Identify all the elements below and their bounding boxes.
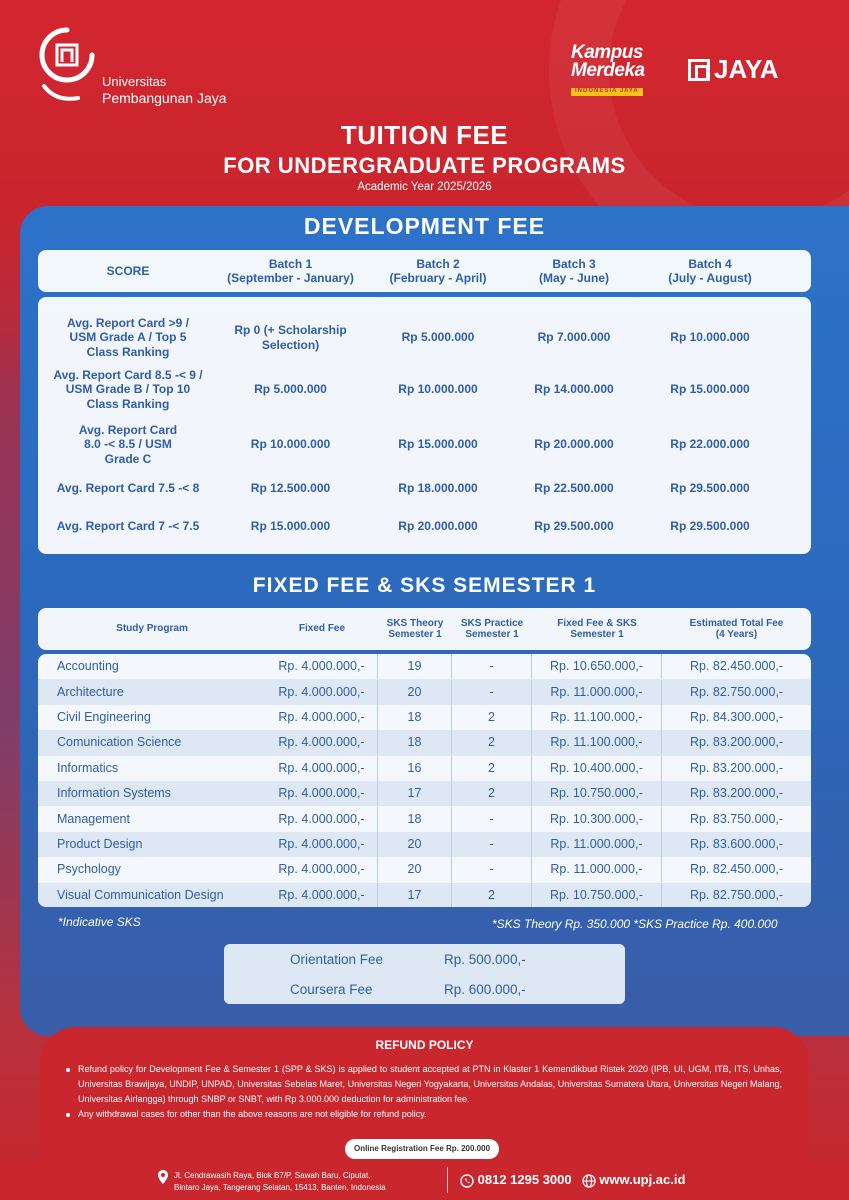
batch1-cell: Rp 5.000.000 bbox=[254, 382, 327, 397]
batch1-cell: Rp 10.000.000 bbox=[250, 437, 331, 452]
fixed-fee-cell: Rp. 4.000.000,- bbox=[266, 832, 378, 857]
estimated-total-cell: Rp. 82.450.000,- bbox=[689, 659, 784, 674]
estimated-total-cell: Rp. 83.200.000,- bbox=[689, 786, 784, 801]
score-cell: Avg. Report Card 7.5 -< 8 bbox=[56, 480, 200, 495]
table-row bbox=[38, 756, 811, 781]
table-row bbox=[38, 730, 811, 755]
sks-price-note: *SKS Theory Rp. 350.000 *SKS Practice Rp. 400.000 bbox=[492, 917, 778, 931]
table-row bbox=[38, 679, 811, 704]
fixed-fee-cell: Rp. 4.000.000,- bbox=[266, 705, 378, 730]
sks-theory-cell: 20 bbox=[378, 832, 452, 857]
header-sks-practice: SKS Practice Semester 1 bbox=[460, 617, 524, 640]
fixed-fee-cell: Rp. 4.000.000,- bbox=[266, 883, 378, 907]
phone-number: 0812 1295 3000 bbox=[477, 1172, 572, 1187]
sks-theory-cell: 19 bbox=[378, 654, 452, 679]
estimated-total-cell: Rp. 82.750.000,- bbox=[689, 887, 784, 902]
table-row bbox=[38, 883, 811, 907]
batch3-cell: Rp 29.500.000 bbox=[534, 518, 614, 533]
table-row bbox=[38, 857, 811, 882]
whatsapp-icon bbox=[460, 1174, 474, 1188]
list-item: Refund policy for Development Fee & Semester 1 (SPP & SKS) is applied to student accepted at PTN in Klaster 1 Kemendikbud Ristek 2020 (IPB, UI, UGM, ITB, ITS, Unhas, Universitas Brawijaya, UNDIP, UNPAD, Universitas Sebelas Maret, Universitas Negeri Yogyakarta, Universitas Andalas, Universitas Sumatera Utara, Universitas Negeri Malang, Universitas Airlangga) through SNBP or SNBT, with Rp 3.000.000 deduction for administration fee. bbox=[66, 1062, 782, 1107]
batch3-cell: Rp 22.500.000 bbox=[534, 480, 614, 495]
header-estimated-total: Estimated Total Fee (4 Years) bbox=[689, 617, 784, 640]
study-program-cell: Product Design bbox=[57, 836, 143, 851]
header-batch3: Batch 3 (May - June) bbox=[538, 256, 609, 285]
estimated-total-cell: Rp. 82.750.000,- bbox=[689, 684, 784, 699]
header-fixed-fee: Fixed Fee bbox=[298, 623, 346, 635]
fixed-sks-cell: Rp. 11.100.000,- bbox=[532, 705, 662, 730]
fixed-sks-cell: Rp. 11.100.000,- bbox=[532, 730, 662, 755]
table-row bbox=[38, 781, 811, 806]
estimated-total-cell: Rp. 83.600.000,- bbox=[689, 836, 784, 851]
table-row bbox=[38, 477, 811, 499]
study-program-cell: Management bbox=[57, 811, 130, 826]
score-cell: Avg. Report Card 8.0 -< 8.5 / USM Grade C bbox=[78, 422, 178, 466]
jaya-mark-icon bbox=[688, 59, 710, 81]
sks-theory-cell: 18 bbox=[378, 705, 452, 730]
study-program-cell: Comunication Science bbox=[57, 735, 182, 750]
batch4-cell: Rp 29.500.000 bbox=[670, 480, 750, 495]
kampus-merdeka-logo bbox=[571, 44, 671, 96]
header-batch2: Batch 2 (February - April) bbox=[389, 256, 487, 285]
sks-practice-cell: 2 bbox=[452, 883, 532, 907]
fixed-fee-header bbox=[38, 608, 811, 650]
jaya-logo bbox=[688, 54, 779, 85]
phone-link[interactable] bbox=[460, 1172, 572, 1188]
batch4-cell: Rp 15.000.000 bbox=[670, 382, 750, 397]
academic-year: Academic Year 2025/2026 bbox=[357, 181, 492, 193]
table-row bbox=[38, 367, 811, 412]
fixed-fee-cell: Rp. 4.000.000,- bbox=[266, 680, 378, 705]
header-score: SCORE bbox=[106, 263, 150, 278]
upj-logo-icon bbox=[38, 26, 96, 108]
fixed-fee-cell: Rp. 4.000.000,- bbox=[266, 857, 378, 882]
sks-theory-cell: 17 bbox=[378, 883, 452, 907]
score-cell: Avg. Report Card 7 -< 7.5 bbox=[56, 518, 200, 533]
coursera-fee-label: Coursera Fee bbox=[290, 981, 373, 997]
jaya-text: JAYA bbox=[714, 54, 779, 84]
address bbox=[158, 1170, 386, 1194]
batch4-cell: Rp 22.000.000 bbox=[670, 437, 750, 452]
table-row bbox=[38, 422, 811, 467]
header-fixed-sks: Fixed Fee & SKS Semester 1 bbox=[557, 617, 637, 640]
orientation-fee-label: Orientation Fee bbox=[290, 951, 384, 967]
page-title: TUITION FEE bbox=[340, 120, 509, 150]
batch1-cell: Rp 0 (+ Scholarship Selection) bbox=[234, 323, 347, 352]
kampus-line1: Kampus bbox=[571, 42, 643, 63]
sks-theory-cell: 18 bbox=[378, 807, 452, 832]
fixed-sks-cell: Rp. 10.400.000,- bbox=[532, 756, 662, 781]
sks-practice-cell: - bbox=[452, 654, 532, 679]
batch2-cell: Rp 5.000.000 bbox=[401, 330, 475, 345]
page-subtitle: FOR UNDERGRADUATE PROGRAMS bbox=[223, 153, 626, 178]
batch1-cell: Rp 15.000.000 bbox=[250, 518, 331, 533]
batch4-cell: Rp 29.500.000 bbox=[670, 518, 750, 533]
fixed-fee-cell: Rp. 4.000.000,- bbox=[266, 654, 378, 679]
score-cell: Avg. Report Card >9 / USM Grade A / Top 5 Class Ranking bbox=[67, 315, 189, 359]
fixed-sks-cell: Rp. 10.750.000,- bbox=[532, 781, 662, 806]
table-row bbox=[38, 832, 811, 857]
score-cell: Avg. Report Card 8.5 -< 9 / USM Grade B / Top 10 Class Ranking bbox=[53, 367, 203, 411]
study-program-cell: Psychology bbox=[57, 862, 121, 877]
sks-practice-cell: 2 bbox=[452, 781, 532, 806]
sks-practice-cell: 2 bbox=[452, 705, 532, 730]
fixed-sks-cell: Rp. 10.750.000,- bbox=[532, 883, 662, 907]
fixed-fee-cell: Rp. 4.000.000,- bbox=[266, 781, 378, 806]
list-item: Any withdrawal cases for other than the above reasons are not eligible for refund policy. bbox=[66, 1107, 782, 1122]
fixed-sks-cell: Rp. 11.000.000,- bbox=[532, 680, 662, 705]
address-line1: Jl. Cendrawasih Raya, Blok B7/P, Sawah Baru, Ciputat, bbox=[174, 1171, 371, 1180]
refund-list bbox=[66, 1062, 782, 1122]
estimated-total-cell: Rp. 83.750.000,- bbox=[689, 811, 784, 826]
batch3-cell: Rp 7.000.000 bbox=[537, 330, 611, 345]
header-batch4: Batch 4 (July - August) bbox=[668, 256, 752, 285]
batch2-cell: Rp 18.000.000 bbox=[398, 480, 478, 495]
footer-divider bbox=[447, 1167, 448, 1193]
study-program-cell: Accounting bbox=[57, 659, 119, 674]
website-url: www.upj.ac.id bbox=[599, 1172, 686, 1187]
sks-practice-cell: - bbox=[452, 857, 532, 882]
study-program-cell: Visual Communication Design bbox=[57, 887, 224, 902]
estimated-total-cell: Rp. 83.200.000,- bbox=[689, 735, 784, 750]
footer bbox=[0, 1161, 849, 1200]
fixed-fee-cell: Rp. 4.000.000,- bbox=[266, 807, 378, 832]
indicative-sks-note: *Indicative SKS bbox=[58, 915, 141, 929]
table-row bbox=[38, 315, 811, 360]
header-study-program: Study Program bbox=[116, 623, 188, 635]
contact bbox=[460, 1172, 685, 1188]
study-program-cell: Informatics bbox=[57, 760, 119, 775]
kampus-tag: INDONESIA JAYA bbox=[571, 88, 643, 96]
list-item bbox=[224, 974, 625, 1004]
estimated-total-cell: Rp. 82.450.000,- bbox=[689, 862, 784, 877]
university-line2: Pembangunan Jaya bbox=[102, 89, 227, 106]
website-link[interactable] bbox=[582, 1172, 686, 1188]
header-sks-theory: SKS Theory Semester 1 bbox=[386, 617, 444, 640]
sks-theory-cell: 20 bbox=[378, 857, 452, 882]
fixed-sks-cell: Rp. 10.300.000,- bbox=[532, 807, 662, 832]
fixed-sks-cell: Rp. 11.000.000,- bbox=[532, 857, 662, 882]
sks-practice-cell: 2 bbox=[452, 756, 532, 781]
fixed-sks-cell: Rp. 11.000.000,- bbox=[532, 832, 662, 857]
table-row bbox=[38, 705, 811, 730]
development-fee-header bbox=[38, 250, 811, 292]
fixed-sks-cell: Rp. 10.650.000,- bbox=[532, 654, 662, 679]
development-fee-title: DEVELOPMENT FEE bbox=[303, 213, 546, 239]
batch3-cell: Rp 20.000.000 bbox=[534, 437, 614, 452]
university-line1: Universitas bbox=[102, 73, 167, 89]
globe-icon bbox=[582, 1174, 596, 1188]
orientation-fee-value: Rp. 500.000,- bbox=[444, 951, 526, 967]
registration-fee-badge: Online Registration Fee Rp. 200.000 bbox=[345, 1139, 499, 1159]
study-program-cell: Civil Engineering bbox=[57, 709, 151, 724]
fixed-fee-table bbox=[38, 654, 811, 907]
list-item bbox=[224, 944, 625, 974]
development-fee-table bbox=[38, 297, 811, 554]
sks-practice-cell: - bbox=[452, 680, 532, 705]
fixed-fee-cell: Rp. 4.000.000,- bbox=[266, 756, 378, 781]
header-batch1: Batch 1 (September - January) bbox=[227, 256, 354, 285]
sks-theory-cell: 18 bbox=[378, 730, 452, 755]
sks-theory-cell: 16 bbox=[378, 756, 452, 781]
kampus-line2: Merdeka bbox=[571, 60, 645, 82]
batch3-cell: Rp 14.000.000 bbox=[534, 382, 614, 397]
refund-title: REFUND POLICY bbox=[375, 1038, 474, 1052]
upj-logo bbox=[38, 26, 227, 108]
coursera-fee-value: Rp. 600.000,- bbox=[444, 981, 526, 997]
table-row bbox=[38, 654, 811, 679]
batch4-cell: Rp 10.000.000 bbox=[670, 330, 750, 345]
study-program-cell: Information Systems bbox=[57, 786, 171, 801]
batch1-cell: Rp 12.500.000 bbox=[250, 480, 331, 495]
estimated-total-cell: Rp. 84.300.000,- bbox=[689, 709, 784, 724]
fixed-fee-title: FIXED FEE & SKS SEMESTER 1 bbox=[252, 574, 597, 597]
fixed-fee-cell: Rp. 4.000.000,- bbox=[266, 730, 378, 755]
batch2-cell: Rp 20.000.000 bbox=[398, 518, 478, 533]
sks-theory-cell: 20 bbox=[378, 680, 452, 705]
table-row bbox=[38, 806, 811, 831]
batch2-cell: Rp 10.000.000 bbox=[398, 382, 478, 397]
sks-theory-cell: 17 bbox=[378, 781, 452, 806]
sks-practice-cell: 2 bbox=[452, 730, 532, 755]
batch2-cell: Rp 15.000.000 bbox=[398, 437, 478, 452]
study-program-cell: Architecture bbox=[57, 684, 124, 699]
location-pin-icon bbox=[158, 1170, 168, 1184]
sks-practice-cell: - bbox=[452, 832, 532, 857]
sks-practice-cell: - bbox=[452, 807, 532, 832]
table-row bbox=[38, 515, 811, 537]
estimated-total-cell: Rp. 83.200.000,- bbox=[689, 760, 784, 775]
extra-fees bbox=[224, 944, 625, 1004]
address-line2: Bintaro Jaya, Tangerang Selatan, 15413, Banten, Indonesia bbox=[174, 1183, 386, 1192]
